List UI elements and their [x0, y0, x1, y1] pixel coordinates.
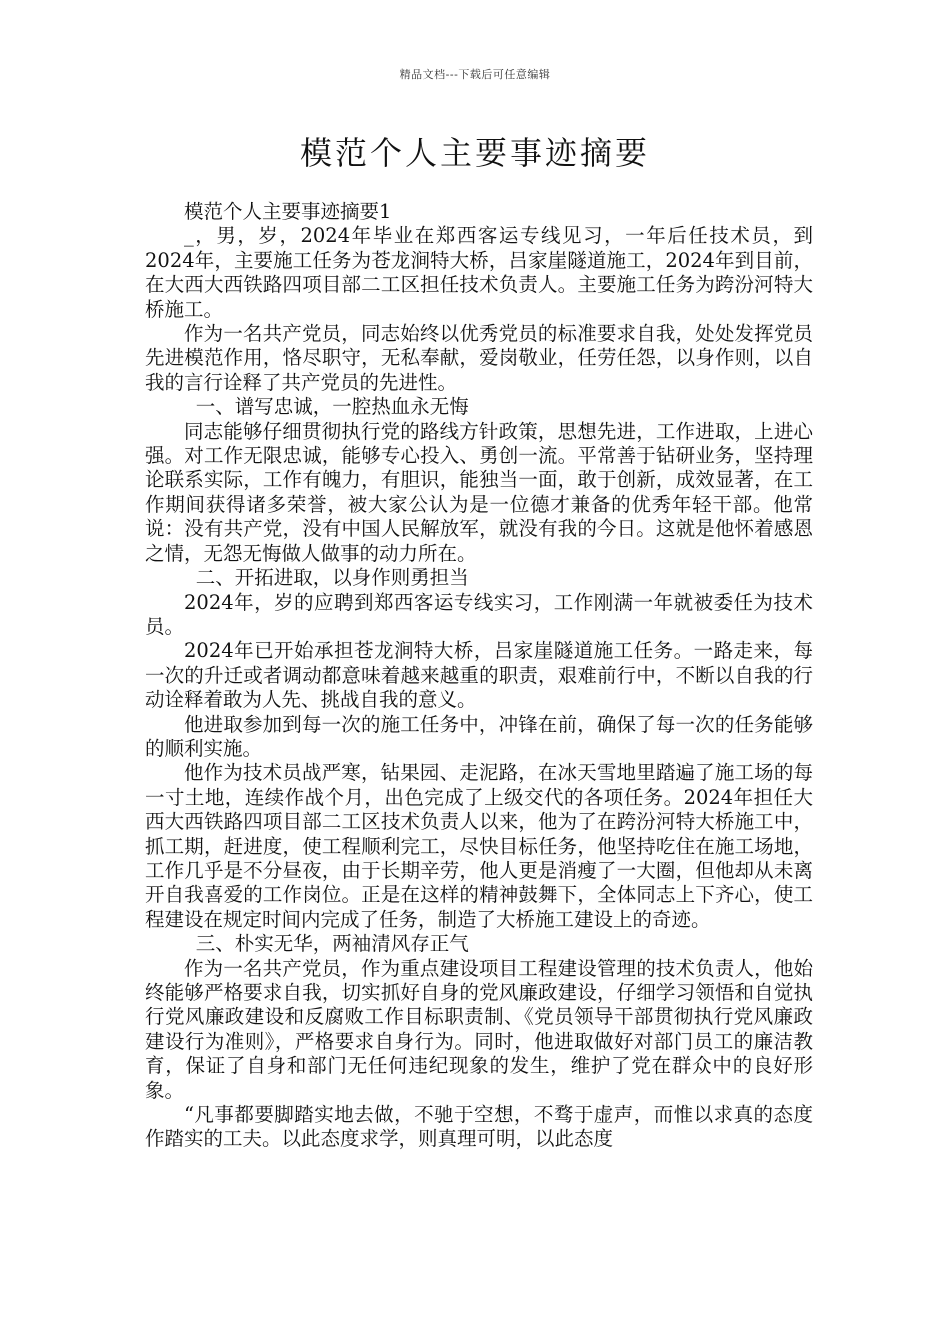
document-body	[145, 200, 813, 1152]
section-heading: 一、谱写忠诚，一腔热血永无悔	[195, 395, 469, 419]
section-subtitle: 模范个人主要事迹摘要1	[184, 200, 392, 223]
paragraph: 2024年，岁的应聘到郑西客运专线实习，工作刚满一年就被委任为技术员。	[145, 590, 813, 638]
paragraph: 2024年已开始承担苍龙涧特大桥，吕家崖隧道施工任务。一路走来，每一次的升迁或者调动都意味着越来越重的职责，艰难前行中，不断以自我的行动诠释着敢为人先、挑战自我的意义。	[145, 639, 813, 712]
paragraph: _，男，岁，2024年毕业在郑西客运专线见习，一年后任技术员，到2024年，主要施工任务为苍龙涧特大桥，吕家崖隧道施工，2024年到目前，在大西大西铁路四项目部二工区担任技术负责人。主要施工任务为跨汾河特大桥施工。	[145, 224, 813, 321]
section-heading: 二、开拓进取，以身作则勇担当	[195, 566, 469, 590]
paragraph: “凡事都要脚踏实地去做，不驰于空想，不骛于虚声，而惟以求真的态度作踏实的工夫。以此态度求学，则真理可明，以此态度	[145, 1103, 813, 1151]
page-header: 精品文档---下载后可任意编辑	[399, 68, 551, 81]
paragraph: 他进取参加到每一次的施工任务中，冲锋在前，确保了每一次的任务能够的顺利实施。	[145, 712, 813, 760]
paragraph: 作为一名共产党员，同志始终以优秀党员的标准要求自我，处处发挥党员先进模范作用，恪尽职守，无私奉献，爱岗敬业，任劳任怨，以身作则，以自我的言行诠释了共产党员的先进性。	[145, 322, 813, 394]
paragraph: 同志能够仔细贯彻执行党的路线方针政策，思想先进，工作进取，上进心强。对工作无限忠诚，能够专心投入、勇创一流。平常善于钻研业务，坚持理论联系实际，工作有魄力，有胆识，能独当一面，敢于创新，成效显著，在工作期间获得诸多荣誉，被大家公认为是一位德才兼备的优秀年轻干部。他常说：没有共产党，没有中国人民解放军，就没有我的今日。这就是他怀着感恩之情，无怨无悔做人做事的动力所在。	[145, 419, 813, 565]
paragraph: 作为一名共产党员，作为重点建设项目工程建设管理的技术负责人，他始终能够严格要求自我，切实抓好自身的党风廉政建设，仔细学习领悟和自觉执行党风廉政建设和反腐败工作目标职责制、《党员领导干部贯彻执行党风廉政建设行为准则》，严格要求自身行为。同时，他进取做好对部门员工的廉洁教育，保证了自身和部门无任何违纪现象的发生，维护了党在群众中的良好形象。	[145, 956, 813, 1102]
section-heading: 三、朴实无华，两袖清风存正气	[195, 932, 469, 956]
document-title: 模范个人主要事迹摘要	[299, 134, 650, 172]
paragraph: 他作为技术员战严寒，钻果园、走泥路，在冰天雪地里踏遍了施工场的每一寸土地，连续作战个月，出色完成了上级交代的各项任务。2024年担任大西大西铁路四项目部二工区技术负责人以来，他为了在跨汾河特大桥施工中，抓工期，赶进度，使工程顺利完工，尽快目标任务，他坚持吃住在施工场地，工作几乎是不分昼夜，由于长期辛劳，他人更是消瘦了一大圈，但他却从未离开自我喜爱的工作岗位。正是在这样的精神鼓舞下，全体同志上下齐心，使工程建设在规定时间内完成了任务，制造了大桥施工建设上的奇迹。	[145, 761, 813, 931]
